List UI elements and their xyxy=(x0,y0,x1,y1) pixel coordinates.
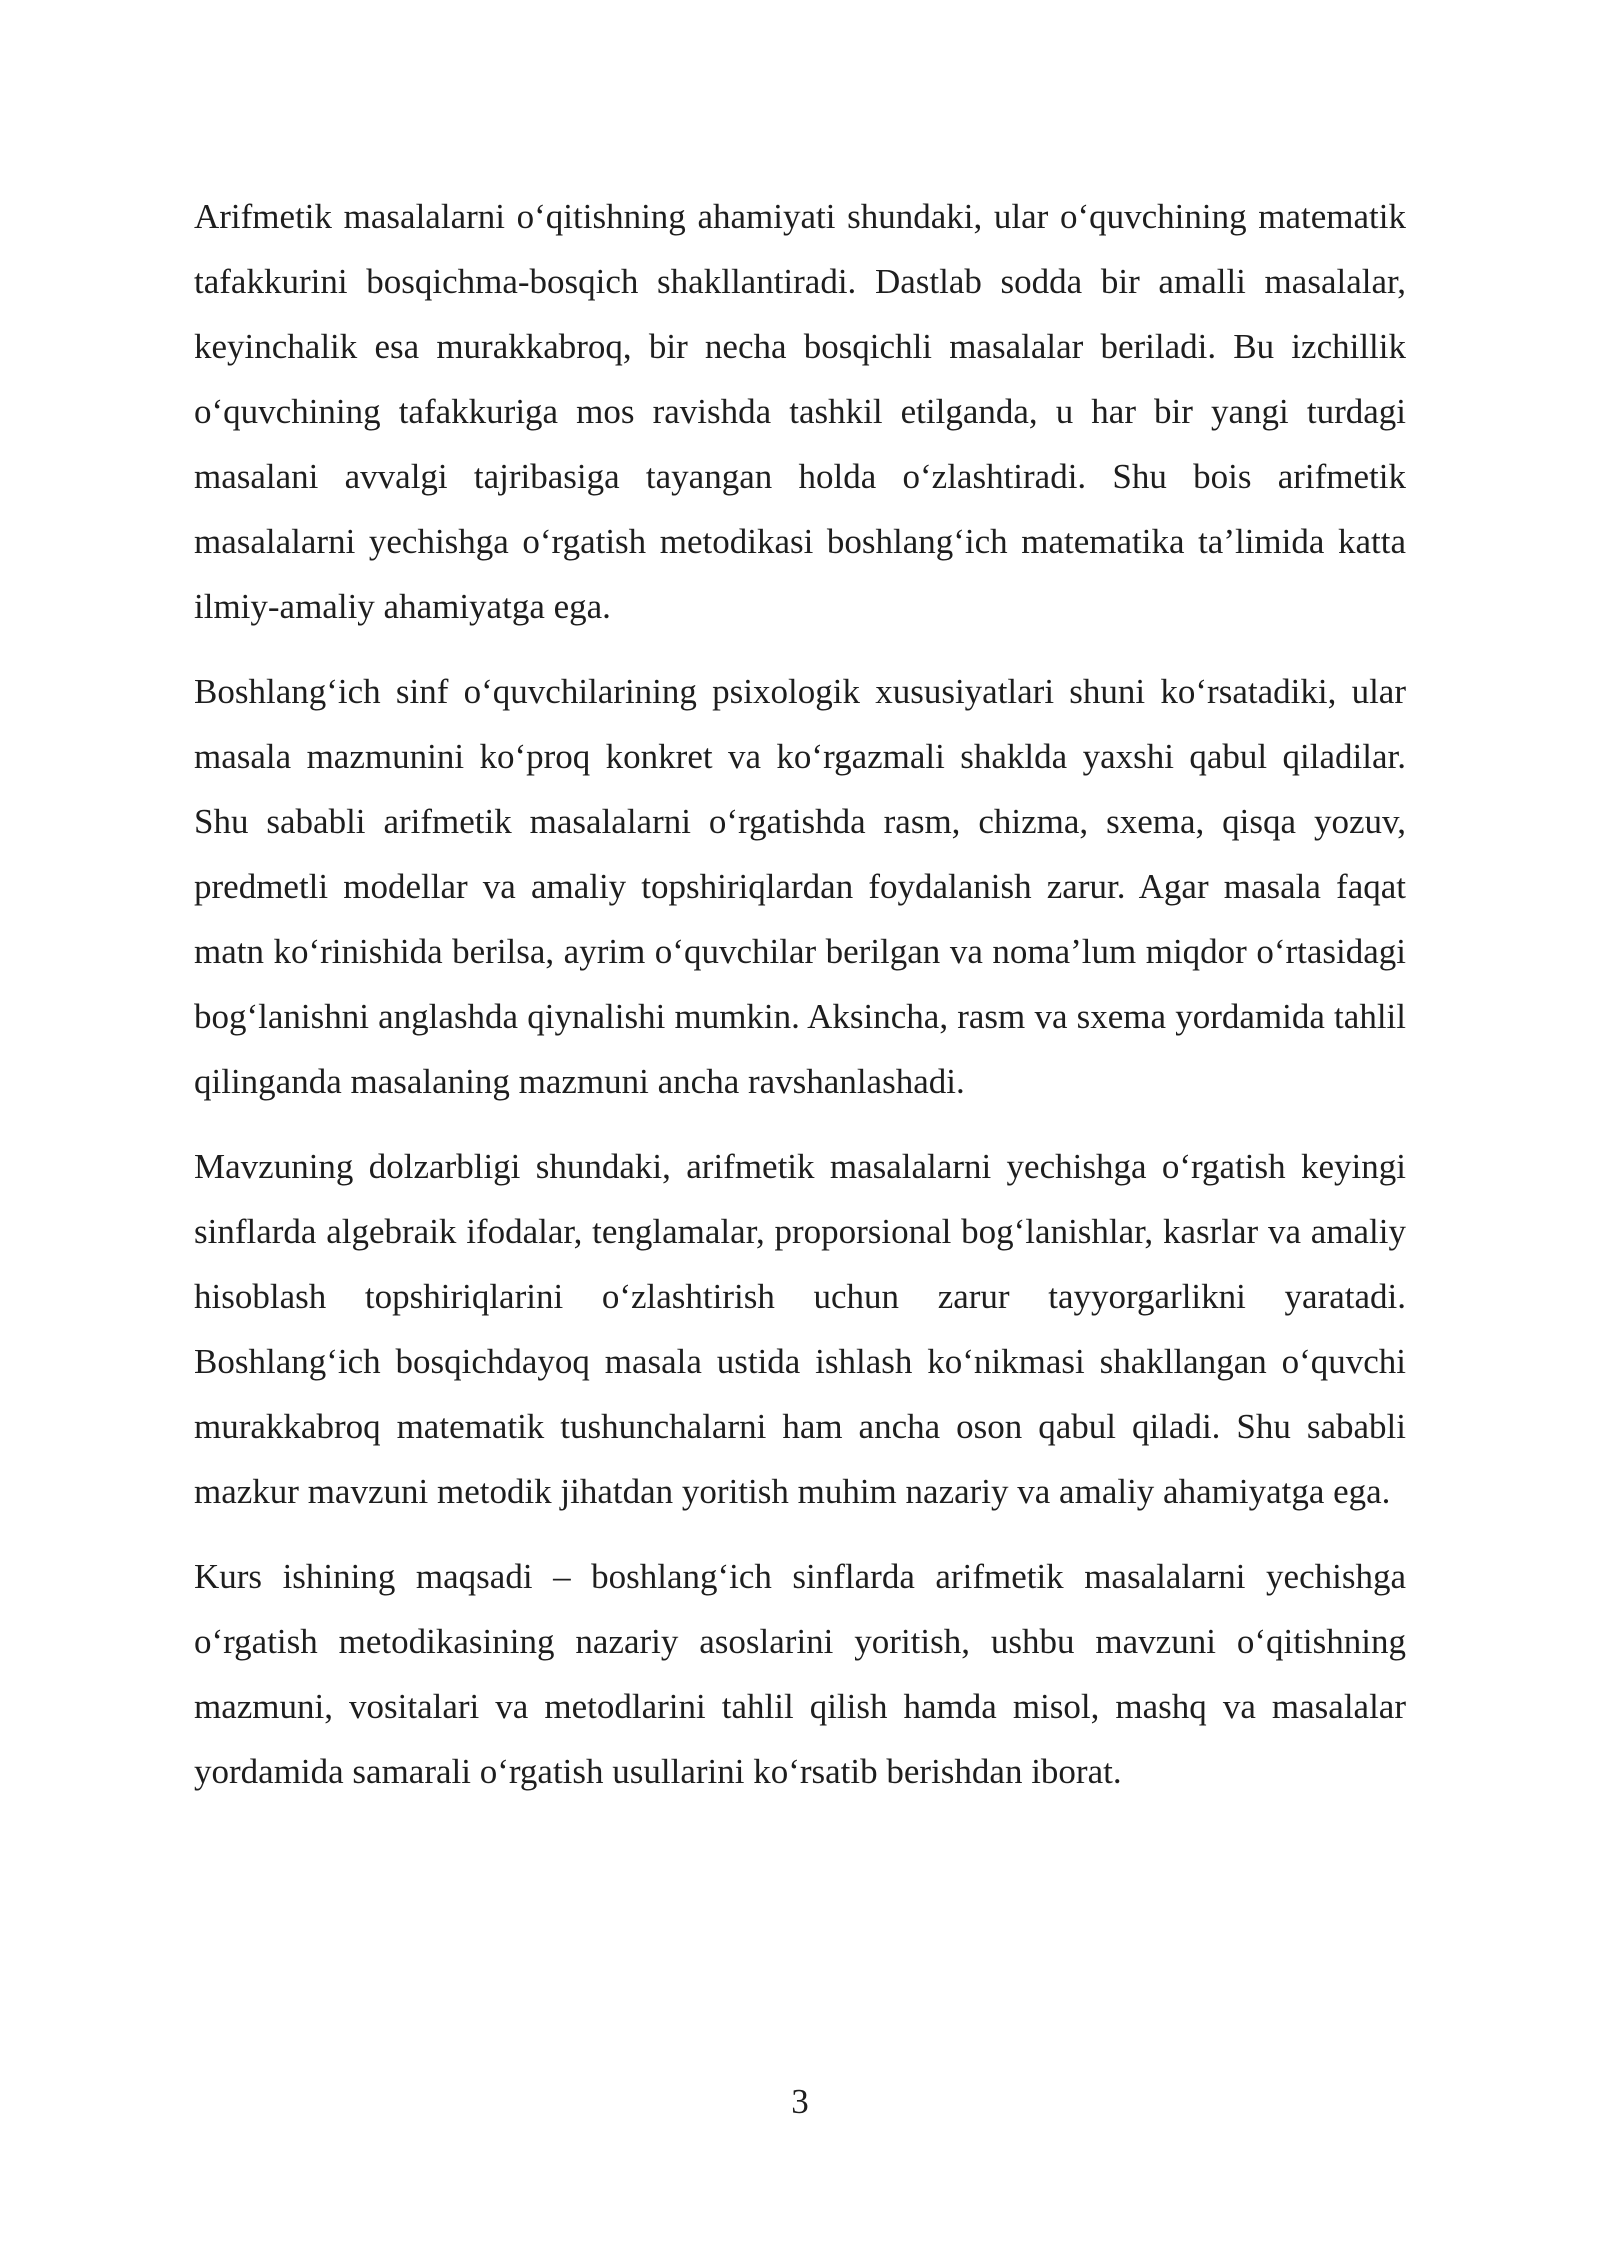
page-number: 3 xyxy=(791,2082,809,2121)
paragraph-1: Arifmetik masalalarni o‘qitishning ahamiyati shundaki, ular o‘quvchining matematik tafakkurini bosqichma-bosqich shakllantiradi. Dastlab sodda bir amalli masalalar, keyinchalik esa murakkabroq, bir necha bosqichli masalalar beriladi. Bu izchillik o‘quvchining tafakkuriga mos ravishda tashkil etilganda, u har bir yangi turdagi masalani avvalgi tajribasiga tayangan holda o‘zlashtiradi. Shu bois arifmetik masalalarni yechishga o‘rgatish metodikasi boshlang‘ich matematika ta’limida katta ilmiy-amaliy ahamiyatga ega. xyxy=(194,197,1406,626)
paragraph-2: Boshlang‘ich sinf o‘quvchilarining psixologik xususiyatlari shuni ko‘rsatadiki, ular masala mazmunini ko‘proq konkret va ko‘rgazmali shaklda yaxshi qabul qiladilar. Shu sababli arifmetik masalalarni o‘rgatishda rasm, chizma, sxema, qisqa yozuv, predmetli modellar va amaliy topshiriqlardan foydalanish zarur. Agar masala faqat matn ko‘rinishida berilsa, ayrim o‘quvchilar berilgan va noma’lum miqdor o‘rtasidagi bog‘lanishni anglashda qiynalishi mumkin. Aksincha, rasm va sxema yordamida tahlil qilinganda masalaning mazmuni ancha ravshanlashadi. xyxy=(194,672,1406,1101)
document-body xyxy=(194,184,1406,1824)
paragraph-4: Kurs ishining maqsadi – boshlang‘ich sinflarda arifmetik masalalarni yechishga o‘rgatish metodikasining nazariy asoslarini yoritish, ushbu mavzuni o‘qitishning mazmuni, vositalari va metodlarini tahlil qilish hamda misol, mashq va masalalar yordamida samarali o‘rgatish usullarini ko‘rsatib berishdan iborat. xyxy=(194,1557,1406,1791)
paragraph-3: Mavzuning dolzarbligi shundaki, arifmetik masalalarni yechishga o‘rgatish keyingi sinflarda algebraik ifodalar, tenglamalar, proporsional bog‘lanishlar, kasrlar va amaliy hisoblash topshiriqlarini o‘zlashtirish uchun zarur tayyorgarlikni yaratadi. Boshlang‘ich bosqichdayoq masala ustida ishlash ko‘nikmasi shakllangan o‘quvchi murakkabroq matematik tushunchalarni ham ancha oson qabul qiladi. Shu sababli mazkur mavzuni metodik jihatdan yoritish muhim nazariy va amaliy ahamiyatga ega. xyxy=(194,1147,1406,1511)
